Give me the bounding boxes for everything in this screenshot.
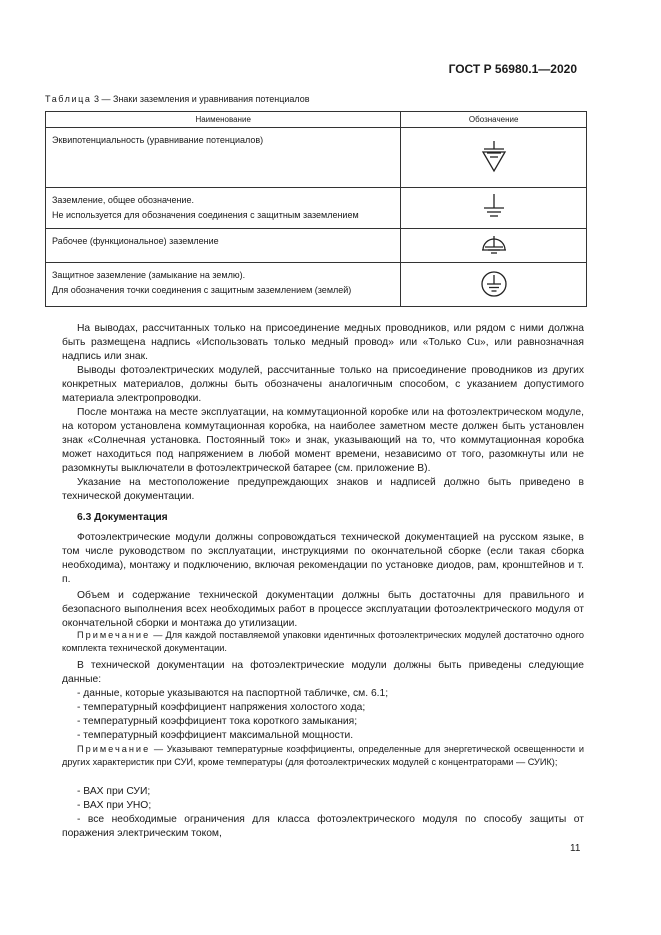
standard-number: ГОСТ Р 56980.1—2020	[448, 62, 577, 76]
row-name-cell	[46, 229, 401, 263]
table-row	[46, 263, 587, 307]
row-name-cell	[46, 188, 401, 229]
paragraph-sign-location: Указание на местоположение предупреждающих знаков и надписей должно быть приведено в технической документации.	[62, 477, 584, 502]
list-item: - все необходимые ограничения для класса фотоэлектрического модуля по способу защиты от поражения электрическим током,	[62, 814, 584, 839]
row-symbol-cell	[401, 229, 587, 263]
row-symbol-cell	[401, 263, 587, 307]
row-name-cell	[46, 128, 401, 188]
table-row	[46, 229, 587, 263]
row-name-line: Эквипотенциальность (уравнивание потенциалов)	[52, 135, 264, 145]
paragraph-other-materials: Выводы фотоэлектрических модулей, рассчитанные только на присоединение проводников из других конкретных материалов, должны быть обозначены аналогичным способом, с указанием допустимого материала электропроводки.	[62, 365, 584, 404]
row-symbol-cell	[401, 128, 587, 188]
table-caption-label: Таблица	[45, 94, 92, 104]
section-heading: 6.3 Документация	[77, 512, 168, 523]
row-name-line: Для обозначения точки соединения с защитным заземлением (землей)	[52, 285, 352, 295]
table-row	[46, 188, 587, 229]
earth-ground-icon	[482, 193, 506, 221]
paragraph-data-required: В технической документации на фотоэлектрические модули должны быть приведены следующие данные:	[62, 660, 584, 685]
list-item: - данные, которые указываются на паспортной табличке, см. 6.1;	[77, 688, 389, 699]
functional-earth-icon	[480, 234, 508, 256]
row-name-cell	[46, 263, 401, 307]
table-caption	[45, 94, 310, 104]
list-item: - температурный коэффициент тока короткого замыкания;	[77, 716, 358, 727]
table-row	[46, 128, 587, 188]
table-header-row	[46, 112, 587, 128]
note-one-set	[62, 629, 584, 655]
note-text: — Для каждой поставляемой упаковки идентичных фотоэлектрических модулей достаточно одного комплекта технической документации.	[62, 630, 584, 653]
list-item: - температурный коэффициент напряжения холостого хода;	[77, 702, 366, 713]
note-text: — Указывают температурные коэффициенты, определенные для энергетической освещенности и других характеристик при СУИ, кроме температуры (для фотоэлектрических модулей с концентраторами — СУИК);	[62, 744, 584, 767]
row-name-line: Заземление, общее обозначение.	[52, 195, 194, 205]
paragraph-copper-terminals: На выводах, рассчитанных только на присоединение медных проводников, или рядом с ними должна быть размещена надпись «Использовать только медный провод» или «Только Cu», или равнозначная надпись или знак.	[62, 323, 584, 362]
note-temperature-coefficients	[62, 743, 584, 769]
row-name-line: Рабочее (функциональное) заземление	[52, 236, 219, 246]
paragraph-documentation: Фотоэлектрические модули должны сопровождаться технической документацией на русском языке, в том числе руководством по эксплуатации, инструкциями по окончательной сборке (если такая сборка необходима), монтажу и подключению, включая рекомендации по установке диодов, рам, кронштейнов и т. п.	[62, 532, 584, 585]
list-item: - температурный коэффициент максимальной мощности.	[77, 730, 354, 741]
note-label: Примечание	[77, 744, 151, 754]
row-symbol-cell	[401, 188, 587, 229]
paragraph-installation-sign: После монтажа на месте эксплуатации, на коммутационной коробке или на фотоэлектрическом модуле, на котором установлена коммутационная коробка, на наиболее заметном месте должен быть установлен знак «Солнечная установка. Постоянный ток» и знак, указывающий на то, что коммутационная коробка может находиться под напряжением в любой момент времени, независимо от того, разомкнуты или не разомкнуты выключатели в фотоэлектрической батарее (см. приложение В).	[62, 407, 584, 474]
row-name-line: Не используется для обозначения соединения с защитным заземлением	[52, 210, 359, 220]
table-caption-text: 3 — Знаки заземления и уравнивания потенциалов	[94, 94, 310, 104]
note-label: Примечание	[77, 630, 151, 640]
page-number: 11	[570, 843, 581, 854]
iv-list	[62, 785, 584, 841]
list-item: - ВАХ при СУИ;	[77, 786, 151, 797]
grounding-symbols-table	[45, 111, 587, 307]
data-list	[62, 687, 584, 743]
protective-earth-icon	[480, 270, 508, 298]
equipotential-icon	[479, 140, 509, 174]
list-item: - ВАХ при УНО;	[77, 800, 152, 811]
row-name-line: Защитное заземление (замыкание на землю).	[52, 270, 246, 280]
column-header-symbol: Обозначение	[401, 112, 587, 128]
column-header-name: Наименование	[46, 112, 401, 128]
paragraph-doc-scope: Объем и содержание технической документации должны быть достаточны для правильного и безопасного выполнения всех необходимых работ в процессе эксплуатации фотоэлектрического модуля от окончательной сборки и монтажа до утилизации.	[62, 590, 584, 629]
